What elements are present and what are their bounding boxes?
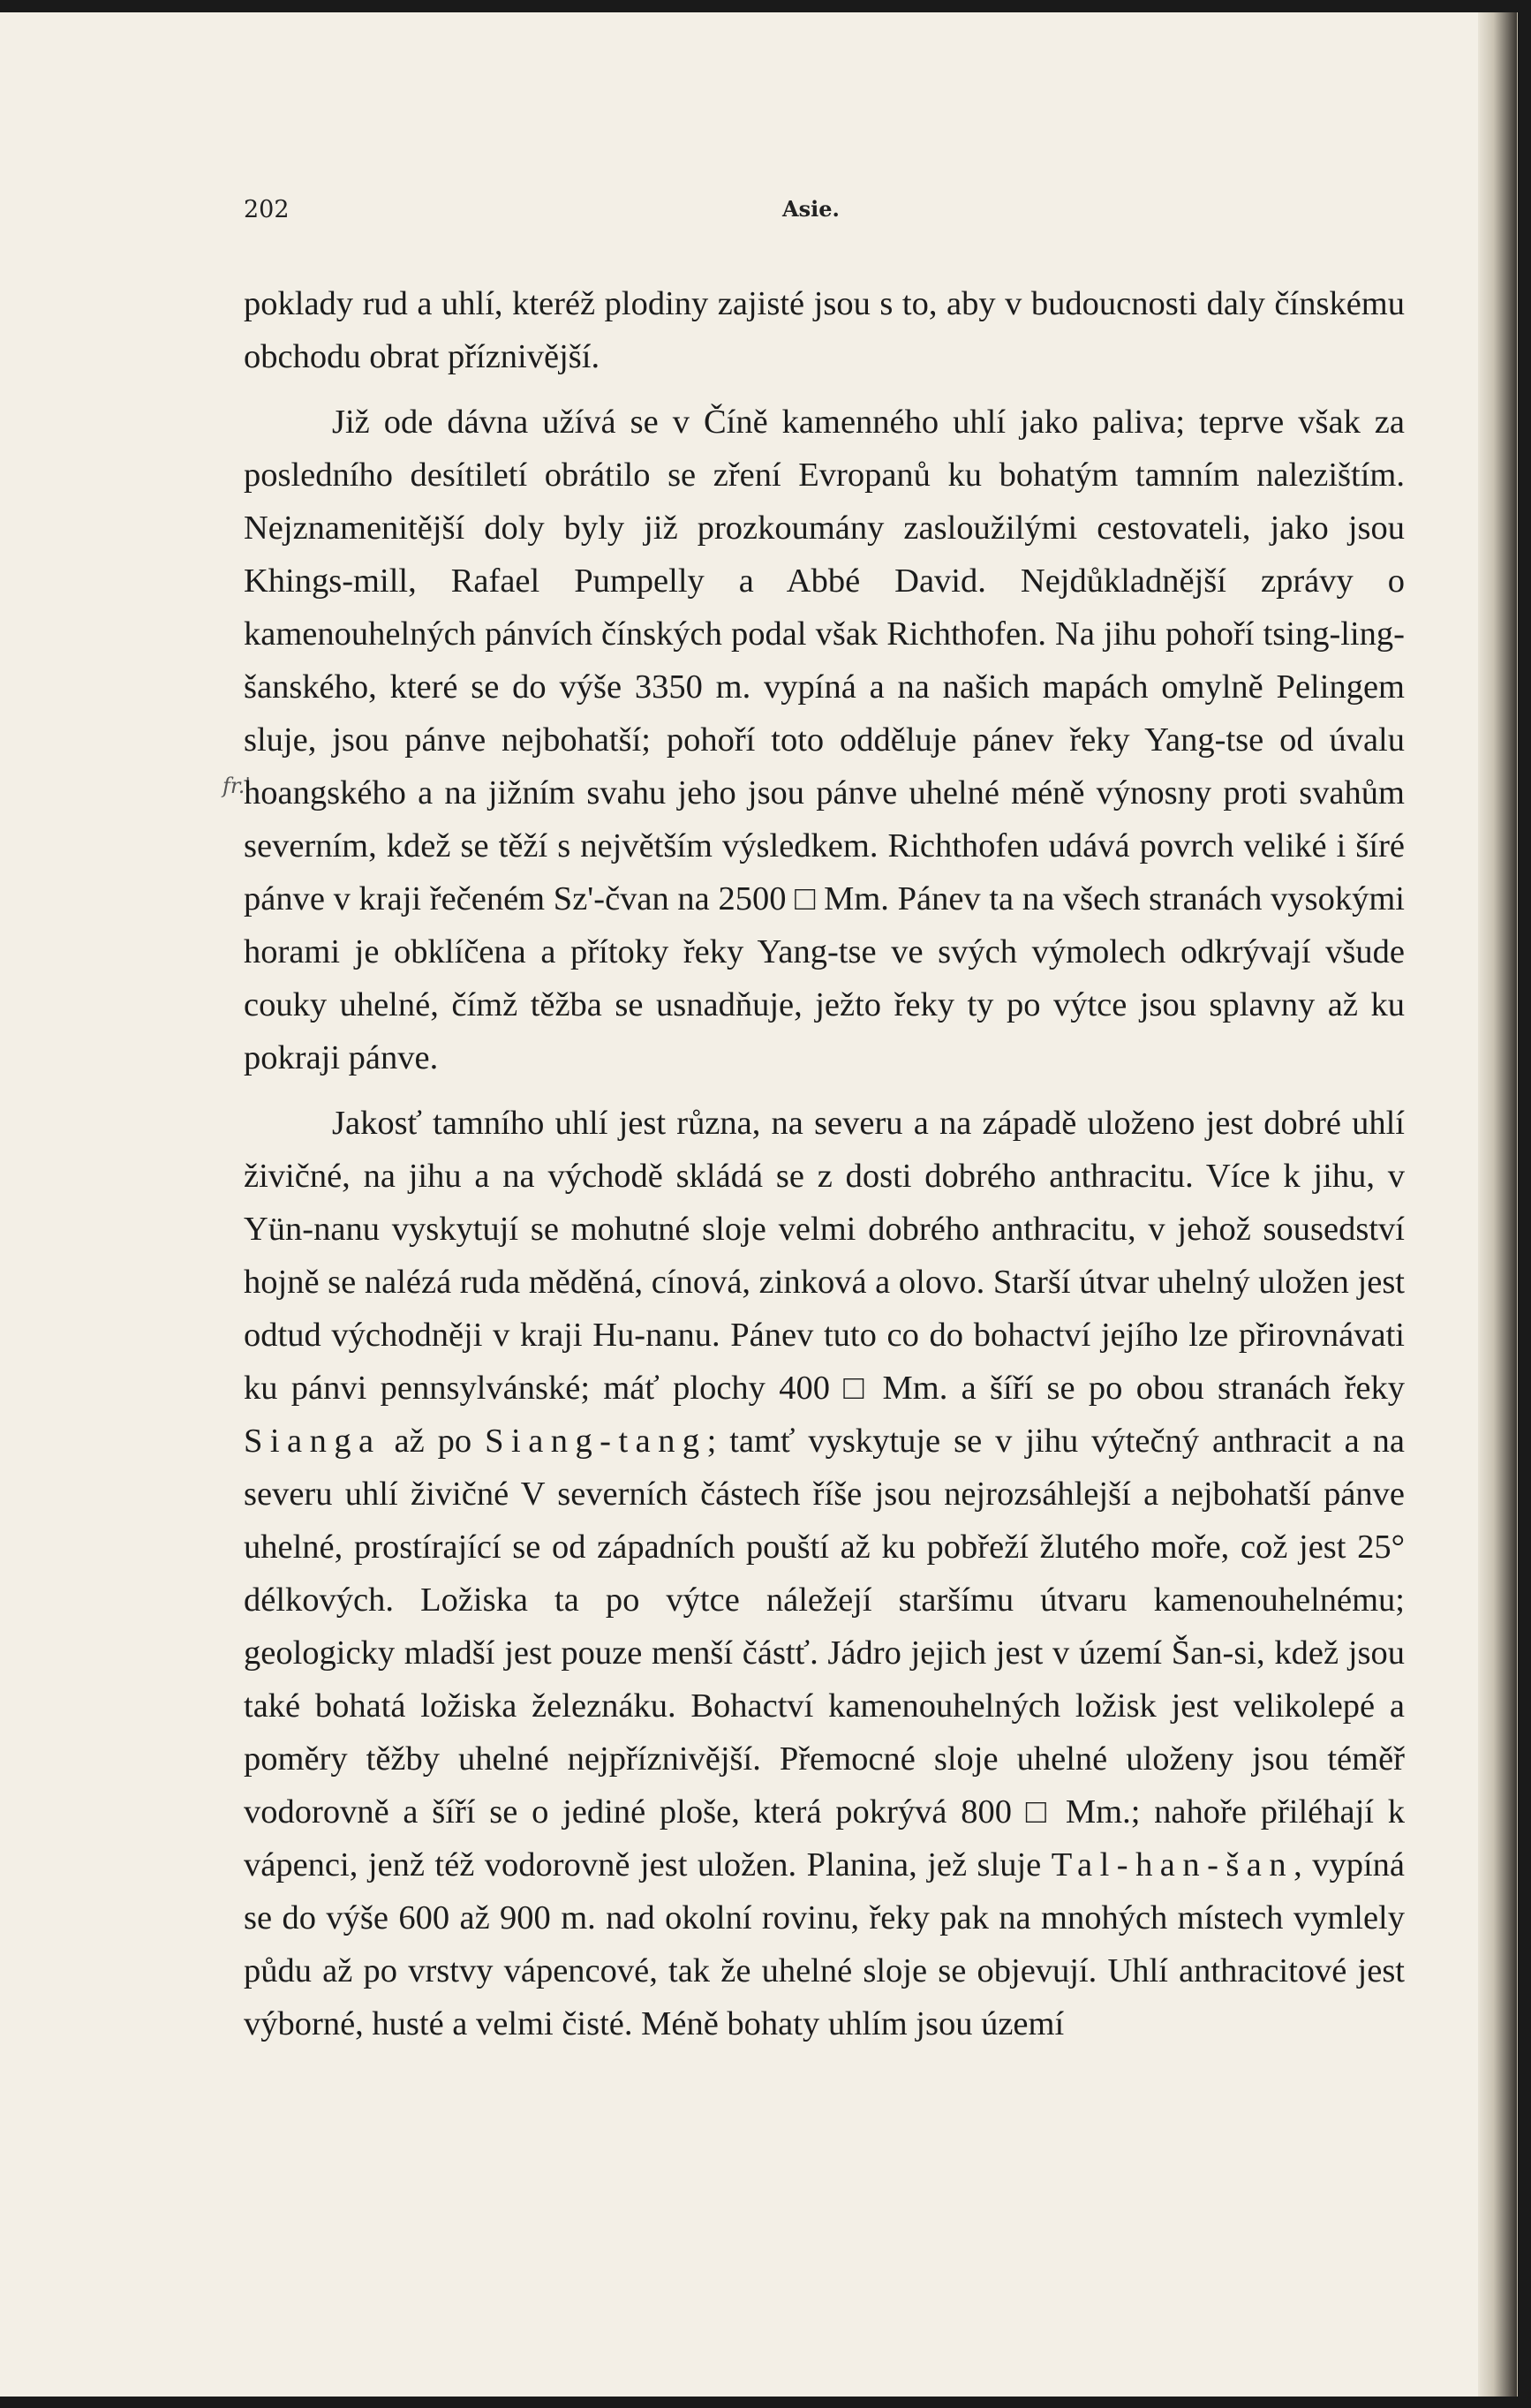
- book-page: [0, 12, 1518, 2397]
- paragraph: [244, 396, 1405, 1084]
- page-number: 202: [244, 196, 290, 223]
- body-text: [244, 277, 1405, 2050]
- paragraph-text: Jakosť tamního uhlí jest různa, na severu a na západě uloženo jest dobré uhlí živičné, na jihu a na východě skládá se z dosti dobrého anthracitu. Více k jihu, v Yün-nanu vyskytují se mohutné sloje velmi dobrého anthracitu, v jehož sousedství hojně se nalézá ruda měděná, cínová, zinková a olovo. Starší útvar uhelný uložen jest odtud východněji v kraji Hu-nanu. Pánev tuto co do bohactví jejího lze přirovnávati ku pánvi pennsylvánské; máť plochy 400 □ Mm. a šíří se po obou stranách řeky: [244, 1105, 1405, 1407]
- margin-annotation: fr.': [222, 774, 251, 798]
- spaced-place-name: Siang-tang: [485, 1423, 707, 1460]
- paragraph-text: Již ode dávna užívá se v Číně kamenného uhlí jako paliva; teprve však za posledního desítiletí obrátilo se zření Evropanů ku bohatým tamním nalezištím. Nejznamenitější doly byly již prozkoumány zasloužilými cestovateli, jako jsou Khings-mill, Rafael Pumpelly a Abbé David. Nejdůkladnější zprávy o kamenouhelných pánvích čínských podal však Richthofen. Na jihu pohoří tsing-ling-šanského, které se do výše 3350 m. vypíná a na našich mapách omylně Pelingem sluje, jsou pánve nejbohatší; pohoří toto odděluje pánev řeky Yang-tse od úvalu hoangského a na jižním svahu jeho jsou pánve uhelné méně výnosny proti svahům severním, kdež se těží s největším výsledkem. Richthofen udává povrch veliké i šíré pánve v kraji řečeném Sz'-čvan na 2500 □ Mm. Pánev ta na všech stranách vysokými horami je obklíčena a přítoky řeky Yang-tse ve svých výmolech odkrývají všude couky uhelné, čímž těžba se usnadňuje, ježto řeky ty po výtce jsou splavny až ku pokraji pánve.: [244, 404, 1405, 1076]
- paragraph-text: , vypíná se do výše 600 až 900 m. nad okolní rovinu, řeky pak na mnohých místech vymlely půdu až po vrstvy vápencové, tak že uhelné sloje se objevují. Uhlí anthracitové jest výborné, husté a velmi čisté. Méně bohaty uhlím jsou území: [244, 1846, 1405, 2042]
- spaced-place-name: Sianga: [244, 1423, 381, 1460]
- paragraph-text: ; tamť vyskytuje se v jihu výtečný anthracit a na severu uhlí živičné V severních částech říše jsou nejrozsáhlejší a nejbohatší pánve uhelné, prostírající se od západních pouští až ku pobřeží žlutého moře, což jest 25° délkových. Ložiska ta po výtce náležejí staršímu útvaru kamenouhelnému; geologicky mladší jest pouze menší částť. Jádro jejich jest v území Šan-si, kdež jsou také bohatá ložiska železnáku. Bohactví kamenouhelných ložisk jest velikolepé a poměry těžby uhelné nejpříznivější. Přemocné sloje uhelné uloženy jsou téměř vodorovně a šíří se o jediné ploše, která pokrývá 800 □ Mm.; nahoře přiléhají k vápenci, jenž též vodorovně jest uložen. Planina, jež sluje: [244, 1423, 1405, 1883]
- spaced-place-name: Tal-han-šan: [1051, 1846, 1294, 1883]
- paragraph: [244, 277, 1405, 383]
- running-title: Asie.: [782, 196, 840, 222]
- paragraph: [244, 1097, 1405, 2050]
- paragraph-text: poklady rud a uhlí, kteréž plodiny zajisté jsou s to, aby v budoucnosti daly čínskému obchodu obrat příznivější.: [244, 285, 1405, 375]
- page-gutter-shadow: [1478, 12, 1517, 2397]
- paragraph-text: až po: [381, 1423, 486, 1460]
